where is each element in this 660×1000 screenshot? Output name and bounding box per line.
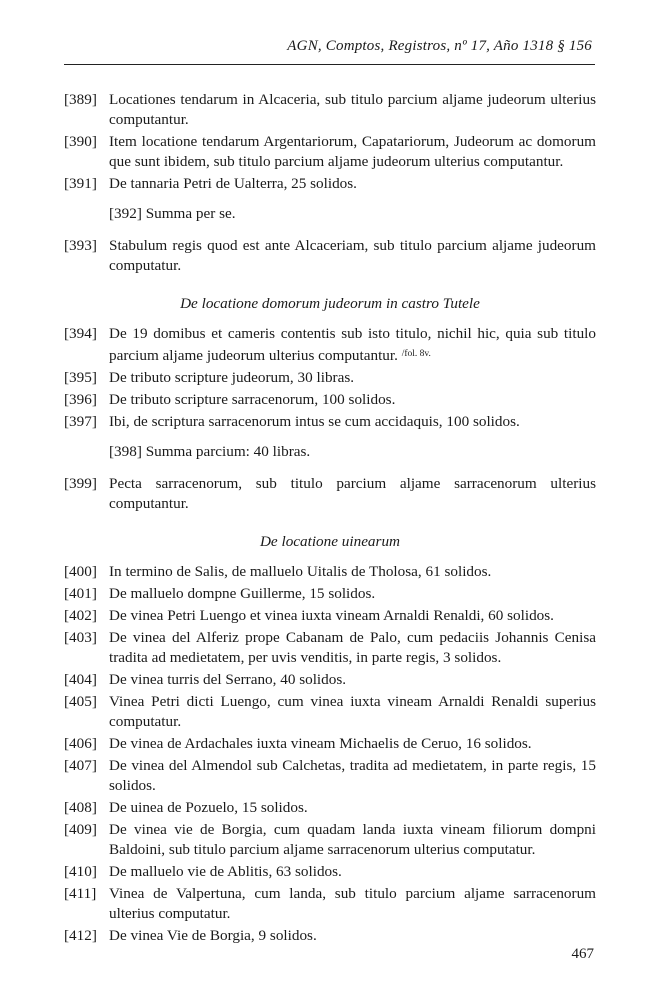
- entry-number: [396]: [64, 391, 97, 408]
- entry-number: [407]: [64, 757, 97, 774]
- entry: [64, 734, 596, 754]
- entry-number: [399]: [64, 475, 97, 492]
- entry: [64, 368, 596, 388]
- entry: [64, 562, 596, 582]
- entry: [64, 926, 596, 946]
- entry-number: [390]: [64, 133, 97, 150]
- entry-number: [405]: [64, 693, 97, 710]
- entry-number: [409]: [64, 821, 97, 838]
- entry-text: De vinea Petri Luengo et vinea iuxta vineam Arnaldi Renaldi, 60 solidos.: [109, 607, 554, 624]
- entry-number: [406]: [64, 735, 97, 752]
- entry-text: Pecta sarracenorum, sub titulo parcium aljame sarracenorum ulterius computantur.: [109, 475, 596, 512]
- entry-text: De vinea turris del Serrano, 40 solidos.: [109, 671, 347, 688]
- entry: [64, 884, 596, 924]
- entry-text: De tributo scripture judeorum, 30 libras.: [109, 369, 355, 386]
- entry-text: Summa per se.: [145, 205, 236, 222]
- entry-text: De vinea vie de Borgia, cum quadam landa iuxta vineam filiorum dompni Baldoini, sub titulo parcium aljame sarracenorum ulterius computatur.: [109, 821, 596, 858]
- entry: [64, 90, 596, 130]
- entry-number: [404]: [64, 671, 97, 688]
- entry: [64, 474, 596, 514]
- section-title: De locatione uinearum: [259, 533, 401, 550]
- entry: [64, 606, 596, 626]
- entry-text: Item locatione tendarum Argentariorum, Capatariorum, Judeorum ac domorum que sunt ibidem, sub titulo parcium aljame judeorum ulterius computantur.: [109, 133, 596, 170]
- entry-number: [403]: [64, 629, 97, 646]
- entry-text: Stabulum regis quod est ante Alcaceriam, sub titulo parcium aljame judeorum computatur.: [109, 237, 596, 274]
- entry-text: De vinea Vie de Borgia, 9 solidos.: [109, 927, 317, 944]
- running-head: AGN, Comptos, Registros, nº 17, Año 1318 § 156: [287, 38, 592, 54]
- entry-number: [395]: [64, 369, 97, 386]
- entry-text: De vinea de Ardachales iuxta vineam Michaelis de Ceruo, 16 solidos.: [109, 735, 532, 752]
- entry-text: De tannaria Petri de Ualterra, 25 solidos.: [109, 175, 357, 192]
- entry-text: Vinea de Valpertuna, cum landa, sub titulo parcium aljame sarracenorum ulterius computatur.: [109, 885, 596, 922]
- section-title: De locatione domorum judeorum in castro Tutele: [180, 295, 480, 312]
- folio-marker: /fol. 8v.: [401, 349, 431, 359]
- entry: [64, 798, 596, 818]
- entry: [64, 692, 596, 732]
- document-body: [64, 90, 596, 948]
- entry-number: [411]: [64, 885, 97, 902]
- entry-text: Locationes tendarum in Alcaceria, sub titulo parcium aljame judeorum ulterius computantur.: [109, 91, 596, 128]
- entry: [64, 584, 596, 604]
- entry-text: Vinea Petri dicti Luengo, cum vinea iuxta vineam Arnaldi Renaldi superius computatur.: [109, 693, 596, 730]
- sum-entry: [64, 442, 596, 462]
- entry: [64, 862, 596, 882]
- entry-text: Ibi, de scriptura sarracenorum intus se cum accidaquis, 100 solidos.: [109, 413, 520, 430]
- entry: [64, 324, 596, 366]
- entry: [64, 174, 596, 194]
- header-rule: [64, 64, 595, 65]
- sum-entry: [64, 204, 596, 224]
- entry: [64, 820, 596, 860]
- entry: [64, 390, 596, 410]
- entry-text: De vinea del Almendol sub Calchetas, tradita ad medietatem, in parte regis, 15 solidos.: [109, 757, 596, 794]
- entry-number: [393]: [64, 237, 97, 254]
- entry: [64, 628, 596, 668]
- entry: [64, 670, 596, 690]
- entry-number: [394]: [64, 325, 97, 342]
- page-number: 467: [571, 946, 594, 962]
- entry: [64, 236, 596, 276]
- entry-number: [389]: [64, 91, 97, 108]
- entry-number: [402]: [64, 607, 97, 624]
- entry-number: [398]: [109, 443, 142, 460]
- entry-number: [391]: [64, 175, 97, 192]
- entry-text: De malluelo dompne Guillerme, 15 solidos.: [109, 585, 376, 602]
- entry-text: Summa parcium: 40 libras.: [145, 443, 311, 460]
- entry-number: [412]: [64, 927, 97, 944]
- entry-number: [392]: [109, 205, 142, 222]
- entry-text: De uinea de Pozuelo, 15 solidos.: [109, 799, 308, 816]
- entry-text: De 19 domibus et cameris contentis sub isto titulo, nichil hic, quia sub titulo parcium aljame judeorum ulterius computantur.: [109, 325, 596, 364]
- entry-text: De vinea del Alferiz prope Cabanam de Palo, cum pedaciis Johannis Cenisa tradita ad medietatem, per uvis venditis, in parte regis, 3 solidos.: [109, 629, 596, 666]
- entry-text: De tributo scripture sarracenorum, 100 solidos.: [109, 391, 396, 408]
- entry-text: De malluelo vie de Ablitis, 63 solidos.: [109, 863, 342, 880]
- entry-number: [410]: [64, 863, 97, 880]
- entry-number: [400]: [64, 563, 97, 580]
- entry: [64, 756, 596, 796]
- entry-number: [408]: [64, 799, 97, 816]
- entry-text: In termino de Salis, de malluelo Uitalis de Tholosa, 61 solidos.: [109, 563, 492, 580]
- entry-number: [401]: [64, 585, 97, 602]
- entry: [64, 132, 596, 172]
- entry-number: [397]: [64, 413, 97, 430]
- entry: [64, 412, 596, 432]
